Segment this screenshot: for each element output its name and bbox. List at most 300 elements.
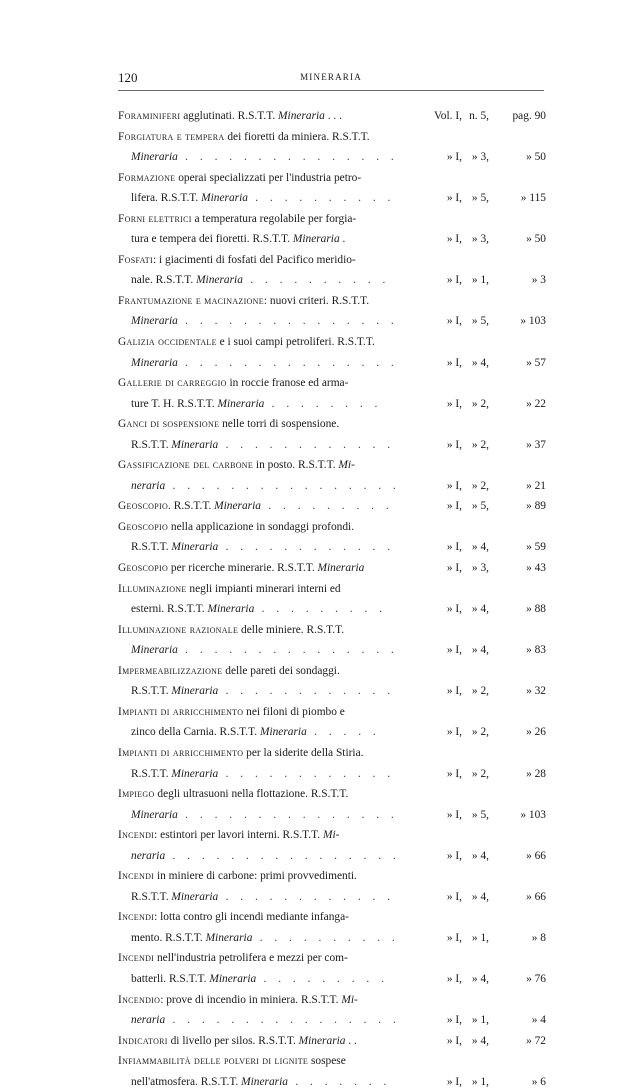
entry-continuation-line — [118, 188, 546, 209]
issue-ref: » 4, — [471, 356, 489, 369]
entry-title-text: R.S.T.T. — [131, 767, 172, 780]
entry-reference — [424, 435, 546, 456]
journal-name: Mi- — [341, 993, 358, 1006]
entry-title-text: R.S.T.T. — [131, 890, 172, 903]
leader-dots: . . . . . . . . . . . . . . . — [177, 315, 399, 328]
entry-title-text: batterli. R.S.T.T. — [131, 972, 210, 985]
page-ref: » 103 — [520, 808, 546, 821]
entry-keyword: Incendi — [118, 952, 155, 965]
entry-reference — [424, 537, 546, 558]
entry-text — [118, 496, 393, 517]
issue-ref: » 4, — [471, 603, 489, 616]
leader-dots: . . . . . . . . — [264, 397, 382, 410]
entry-title-text: in miniere di carbone: primi provvedimenti. — [154, 870, 357, 883]
leader-dots: . . . . . . . . . . . . . . . . — [165, 479, 401, 492]
journal-name: Mineraria — [131, 315, 178, 328]
entry-line — [118, 1031, 546, 1052]
entry-continuation-line — [118, 681, 546, 702]
entry-text — [131, 969, 388, 990]
entry-line — [118, 455, 546, 476]
entry-reference — [424, 394, 546, 415]
journal-name: Mineraria — [207, 603, 255, 616]
leader-dots: . . . . . . . . . — [256, 972, 389, 985]
volume-ref: » I, — [446, 644, 462, 657]
entry-reference — [424, 188, 546, 209]
entry-text — [131, 887, 395, 908]
entry-line — [118, 620, 546, 641]
journal-name: Mineraria — [259, 726, 307, 739]
entry-title-text: . . — [345, 1034, 357, 1047]
entry-keyword: Gallerie di carreggio — [118, 377, 227, 390]
journal-name: Mineraria — [278, 110, 325, 122]
entry-text — [118, 291, 369, 312]
entry-title-text: delle pareti dei sondaggi. — [222, 664, 340, 677]
page-ref: » 43 — [526, 562, 546, 575]
index-entry — [118, 291, 546, 332]
index-entry — [118, 332, 546, 373]
page-number: 120 — [118, 70, 138, 85]
issue-ref: » 4, — [471, 849, 489, 862]
issue-ref: » 2, — [471, 479, 489, 492]
index-entry — [118, 209, 546, 250]
leader-dots: . . . . . . . . . . . . — [218, 438, 395, 451]
entry-reference — [424, 846, 546, 867]
entry-text — [118, 106, 342, 127]
entry-text — [131, 270, 390, 291]
entry-line — [118, 907, 546, 928]
journal-name: Mineraria — [131, 808, 178, 821]
entry-text — [118, 517, 354, 538]
leader-dots: . . . . . . . . . . . . — [218, 541, 395, 554]
entry-keyword: Impermeabilizzazione — [118, 664, 223, 677]
entry-title-text: nei filoni di piombo e — [243, 705, 345, 718]
entry-title-text: delle miniere. R.S.T.T. — [238, 623, 345, 636]
entry-title-text: zinco della Carnia. R.S.T.T. — [131, 726, 260, 739]
issue-ref: » 4, — [471, 972, 489, 985]
entry-title-text: nella applicazione in sondaggi profondi. — [168, 520, 355, 533]
index-entry — [118, 496, 546, 517]
volume-ref: » I, — [446, 500, 462, 513]
entry-keyword: Fosfati — [118, 253, 153, 266]
entry-continuation-line — [118, 1072, 546, 1092]
page-ref: » 103 — [520, 315, 546, 328]
journal-name: Mineraria — [201, 192, 248, 205]
index-entry — [118, 743, 546, 784]
page-ref: » 66 — [526, 890, 546, 903]
issue-ref: » 4, — [471, 1034, 489, 1047]
entry-text — [131, 188, 395, 209]
issue-ref: » 2, — [471, 685, 489, 698]
entry-keyword: Geoscopio — [118, 520, 169, 533]
entry-title-text: . R.S.T.T. — [168, 500, 215, 513]
header-rule — [118, 90, 544, 91]
entry-title-text: R.S.T.T. — [131, 438, 172, 451]
entry-text — [118, 455, 355, 476]
journal-name: Mi- — [322, 829, 340, 842]
leader-dots: . . . . . . . . . . . . . . . — [177, 151, 399, 164]
entry-reference — [424, 1031, 546, 1052]
entry-text — [131, 435, 395, 456]
entry-line — [118, 250, 546, 271]
entry-title-text: agglutinati. R.S.T.T. — [180, 110, 279, 122]
entry-keyword: Incendio — [118, 993, 161, 1006]
entry-text — [131, 476, 400, 497]
issue-ref: » 1, — [471, 274, 489, 287]
page-ref: pag. 90 — [512, 110, 546, 122]
entry-title-text: esterni. R.S.T.T. — [131, 603, 208, 616]
entry-keyword: Impianti di arricchimento — [118, 705, 244, 718]
entry-title-text: a temperatura regolabile per forgia- — [191, 212, 357, 225]
entry-line — [118, 496, 546, 517]
journal-name: Mineraria — [131, 644, 178, 657]
entry-reference — [424, 106, 546, 127]
entry-text — [131, 229, 345, 250]
entry-text — [131, 1010, 400, 1031]
journal-name: neraria — [131, 1014, 166, 1027]
entry-title-text: per la siderite della Stiria. — [243, 746, 364, 759]
entry-title-text: in posto. R.S.T.T. — [253, 459, 339, 472]
entry-line — [118, 702, 546, 723]
journal-name: Mineraria — [209, 972, 257, 985]
entry-title-text: dei fioretti da miniera. R.S.T.T. — [224, 130, 370, 143]
index-entry — [118, 106, 546, 127]
volume-ref: » I, — [446, 849, 462, 862]
entry-text — [131, 537, 395, 558]
entry-text — [118, 620, 344, 641]
entry-reference — [424, 599, 546, 620]
entry-keyword: Ganci di sospensione — [118, 418, 220, 431]
index-entry — [118, 1051, 546, 1092]
entry-title-text: tura e tempera dei fioretti. R.S.T.T. — [131, 233, 293, 246]
page-ref: » 37 — [526, 438, 546, 451]
entry-line — [118, 106, 546, 127]
entry-text — [131, 722, 380, 743]
entry-title-text: : nuovi criteri. R.S.T.T. — [263, 294, 370, 307]
entry-keyword: Forni elettrici — [118, 212, 192, 225]
entry-text — [131, 147, 398, 168]
entry-reference — [424, 722, 546, 743]
entry-title-text: lifera. R.S.T.T. — [131, 192, 202, 205]
entry-text — [118, 948, 348, 969]
volume-ref: » I, — [446, 315, 462, 328]
volume-ref: » I, — [446, 151, 462, 164]
entry-reference — [424, 805, 546, 826]
entry-continuation-line — [118, 476, 546, 497]
entry-keyword: Impiego — [118, 788, 155, 801]
index-entry — [118, 990, 546, 1031]
entry-line — [118, 784, 546, 805]
entry-text — [118, 209, 356, 230]
entry-text — [118, 414, 339, 435]
entry-continuation-line — [118, 805, 546, 826]
issue-ref: » 5, — [471, 315, 489, 328]
index-entry — [118, 517, 546, 558]
index-entry — [118, 579, 546, 620]
entry-continuation-line — [118, 435, 546, 456]
volume-ref: » I, — [446, 808, 462, 821]
index-entry — [118, 825, 546, 866]
page-ref: » 3 — [531, 274, 546, 287]
entry-continuation-line — [118, 394, 546, 415]
entry-keyword: Formazione — [118, 171, 176, 184]
entry-title-text: . . . — [324, 110, 342, 122]
leader-dots: . . . . . . . . . . . . — [218, 767, 395, 780]
page-ref: » 57 — [526, 356, 546, 369]
volume-ref: » I, — [446, 562, 462, 575]
entry-text — [131, 681, 395, 702]
journal-name: Mineraria — [171, 767, 219, 780]
index-entry — [118, 1031, 546, 1052]
volume-ref: » I, — [446, 685, 462, 698]
volume-ref: » I, — [446, 890, 462, 903]
entry-reference — [424, 147, 546, 168]
entry-reference — [424, 1072, 546, 1092]
leader-dots: . . . . . . . . . . . . . . . . — [165, 1014, 401, 1027]
entry-keyword: Geoscopio — [118, 562, 169, 575]
page-ref: » 26 — [526, 726, 546, 739]
entry-text — [131, 928, 399, 949]
volume-ref: » I, — [446, 397, 462, 410]
entry-text — [131, 353, 398, 374]
entry-keyword: Indicatori — [118, 1034, 168, 1047]
entry-continuation-line — [118, 537, 546, 558]
entry-continuation-line — [118, 887, 546, 908]
entry-continuation-line — [118, 270, 546, 291]
entry-keyword: Frantumazione e macinazione — [118, 294, 264, 307]
journal-name: Mineraria — [292, 233, 340, 246]
entry-keyword: Geoscopio — [118, 500, 169, 513]
entry-title-text: . — [339, 233, 346, 246]
entry-line — [118, 127, 546, 148]
issue-ref: » 5, — [471, 500, 489, 513]
entry-text — [131, 846, 400, 867]
index-entry — [118, 661, 546, 702]
page-ref: » 89 — [526, 500, 546, 513]
entry-continuation-line — [118, 928, 546, 949]
entry-reference — [424, 311, 546, 332]
issue-ref: » 4, — [471, 541, 489, 554]
entry-line — [118, 332, 546, 353]
entry-keyword: Incendi — [118, 911, 155, 924]
page-ref: » 115 — [520, 192, 546, 205]
entry-title-text: di livello per silos. R.S.T.T. — [167, 1034, 299, 1047]
entry-reference — [424, 764, 546, 785]
journal-name: Mineraria — [131, 356, 178, 369]
volume-ref: » I, — [446, 274, 462, 287]
entry-text — [131, 311, 398, 332]
entry-title-text: : prove di incendio in miniera. R.S.T.T. — [160, 993, 342, 1006]
entry-keyword: Illuminazione — [118, 582, 187, 595]
journal-name: Mineraria — [205, 931, 253, 944]
leader-dots: . . . . . . . . . . . . — [218, 890, 395, 903]
entry-reference — [424, 1010, 546, 1031]
running-title: MINERARIA — [300, 72, 362, 82]
index-entry — [118, 702, 546, 743]
entry-title-text: sospese — [308, 1055, 346, 1068]
journal-name: neraria — [131, 849, 166, 862]
entry-continuation-line — [118, 229, 546, 250]
leader-dots: . . . . . . . . . . — [242, 274, 390, 287]
volume-ref: Vol. I, — [434, 110, 462, 122]
entry-text — [118, 702, 345, 723]
entry-title-text: e i suoi campi petroliferi. R.S.T.T. — [216, 336, 375, 349]
entry-line — [118, 1051, 546, 1072]
entry-title-text: nell'industria petrolifera e mezzi per com- — [154, 952, 348, 965]
journal-name: Mineraria — [298, 1034, 346, 1047]
entry-text — [118, 1051, 346, 1072]
journal-name: Mineraria — [171, 890, 219, 903]
volume-ref: » I, — [446, 726, 462, 739]
entry-continuation-line — [118, 722, 546, 743]
leader-dots: . . . . . — [306, 726, 381, 739]
leader-dots: . . . . . . . . . — [260, 500, 394, 513]
entry-continuation-line — [118, 599, 546, 620]
volume-ref: » I, — [446, 1034, 462, 1047]
index-entry — [118, 866, 546, 907]
entry-text — [118, 825, 339, 846]
entry-keyword: Incendi — [118, 829, 155, 842]
index-entry — [118, 620, 546, 661]
leader-dots: . . . . . . . . . — [254, 603, 387, 616]
issue-ref: » 2, — [471, 397, 489, 410]
page-ref: » 22 — [526, 397, 546, 410]
entry-title-text: : lotta contro gli incendi mediante infanga- — [154, 911, 349, 924]
entry-continuation-line — [118, 640, 546, 661]
entry-keyword: Incendi — [118, 870, 155, 883]
issue-ref: » 1, — [471, 1075, 489, 1088]
issue-ref: » 4, — [471, 644, 489, 657]
entry-reference — [424, 496, 546, 517]
leader-dots: . . . . . . . . . . . . . . . — [177, 808, 399, 821]
entry-title-text: in roccie franose ed arma- — [226, 377, 349, 390]
entry-text — [131, 1072, 391, 1092]
leader-dots: . . . . . . . . . . — [247, 192, 395, 205]
entry-line — [118, 990, 546, 1011]
entry-reference — [424, 928, 546, 949]
page-header — [118, 70, 544, 92]
index-entry — [118, 127, 546, 168]
issue-ref: » 5, — [471, 192, 489, 205]
entry-continuation-line — [118, 147, 546, 168]
entry-text — [131, 805, 398, 826]
entry-keyword: Forgiatura e tempera — [118, 130, 225, 143]
entry-continuation-line — [118, 353, 546, 374]
page-ref: » 76 — [526, 972, 546, 985]
leader-dots: . . . . . . . . . . . . — [218, 685, 395, 698]
volume-ref: » I, — [446, 233, 462, 246]
entry-line — [118, 825, 546, 846]
journal-name: Mi- — [338, 459, 355, 472]
entry-text — [131, 640, 398, 661]
entry-text — [118, 127, 370, 148]
entry-line — [118, 168, 546, 189]
entry-line — [118, 558, 546, 579]
journal-name: Mineraria — [196, 274, 243, 287]
journal-name: Mineraria — [171, 541, 219, 554]
page-ref: » 21 — [526, 479, 546, 492]
index-entry — [118, 784, 546, 825]
journal-name: Mineraria — [241, 1075, 288, 1088]
index-entry — [118, 414, 546, 455]
journal-name: Mineraria — [214, 500, 261, 513]
leader-dots: . . . . . . . . . . . . . . . . — [165, 849, 401, 862]
entry-reference — [424, 681, 546, 702]
volume-ref: » I, — [446, 1075, 462, 1088]
issue-ref: » 2, — [471, 767, 489, 780]
entry-keyword: Gassificazione del carbone — [118, 459, 254, 472]
entry-title-text: R.S.T.T. — [131, 541, 172, 554]
issue-ref: » 1, — [471, 1014, 489, 1027]
entry-text — [118, 907, 349, 928]
entry-line — [118, 866, 546, 887]
entry-reference — [424, 353, 546, 374]
entry-line — [118, 414, 546, 435]
journal-name: neraria — [131, 479, 166, 492]
issue-ref: » 3, — [471, 233, 489, 246]
journal-name: Mineraria — [217, 397, 265, 410]
entry-title-text: nale. R.S.T.T. — [131, 274, 197, 287]
entry-reference — [424, 476, 546, 497]
entry-line — [118, 948, 546, 969]
entry-line — [118, 209, 546, 230]
entry-text — [118, 579, 341, 600]
index-entry — [118, 373, 546, 414]
volume-ref: » I, — [446, 541, 462, 554]
page-ref: » 28 — [526, 767, 546, 780]
entry-line — [118, 517, 546, 538]
page-ref: » 59 — [526, 541, 546, 554]
index-list — [118, 106, 546, 1092]
volume-ref: » I, — [446, 356, 462, 369]
entry-reference — [424, 558, 546, 579]
entry-text — [118, 373, 348, 394]
entry-title-text: nelle torri di sospensione. — [219, 418, 340, 431]
issue-ref: » 3, — [471, 151, 489, 164]
leader-dots: . . . . . . . . . . . . . . . — [177, 644, 399, 657]
page-ref: » 88 — [526, 603, 546, 616]
entry-continuation-line — [118, 1010, 546, 1031]
issue-ref: » 4, — [471, 890, 489, 903]
page-ref: » 32 — [526, 685, 546, 698]
entry-reference — [424, 969, 546, 990]
entry-text — [131, 599, 387, 620]
entry-text — [118, 743, 364, 764]
entry-keyword: Illuminazione razionale — [118, 623, 239, 636]
issue-ref: » 5, — [471, 808, 489, 821]
entry-line — [118, 579, 546, 600]
volume-ref: » I, — [446, 479, 462, 492]
entry-text — [118, 168, 361, 189]
entry-keyword: Infiammabilità delle polveri di lignite — [118, 1055, 309, 1068]
page-ref: » 8 — [531, 931, 546, 944]
entry-reference — [424, 270, 546, 291]
index-entry — [118, 558, 546, 579]
issue-ref: » 3, — [471, 562, 489, 575]
entry-title-text: R.S.T.T. — [131, 685, 172, 698]
journal-name: Mineraria — [131, 151, 178, 164]
index-entry — [118, 250, 546, 291]
issue-ref: n. 5, — [469, 110, 489, 122]
entry-continuation-line — [118, 969, 546, 990]
index-entry — [118, 948, 546, 989]
entry-continuation-line — [118, 764, 546, 785]
entry-reference — [424, 887, 546, 908]
entry-text — [118, 558, 364, 579]
volume-ref: » I, — [446, 931, 462, 944]
issue-ref: » 1, — [471, 931, 489, 944]
volume-ref: » I, — [446, 603, 462, 616]
entry-text — [131, 764, 395, 785]
